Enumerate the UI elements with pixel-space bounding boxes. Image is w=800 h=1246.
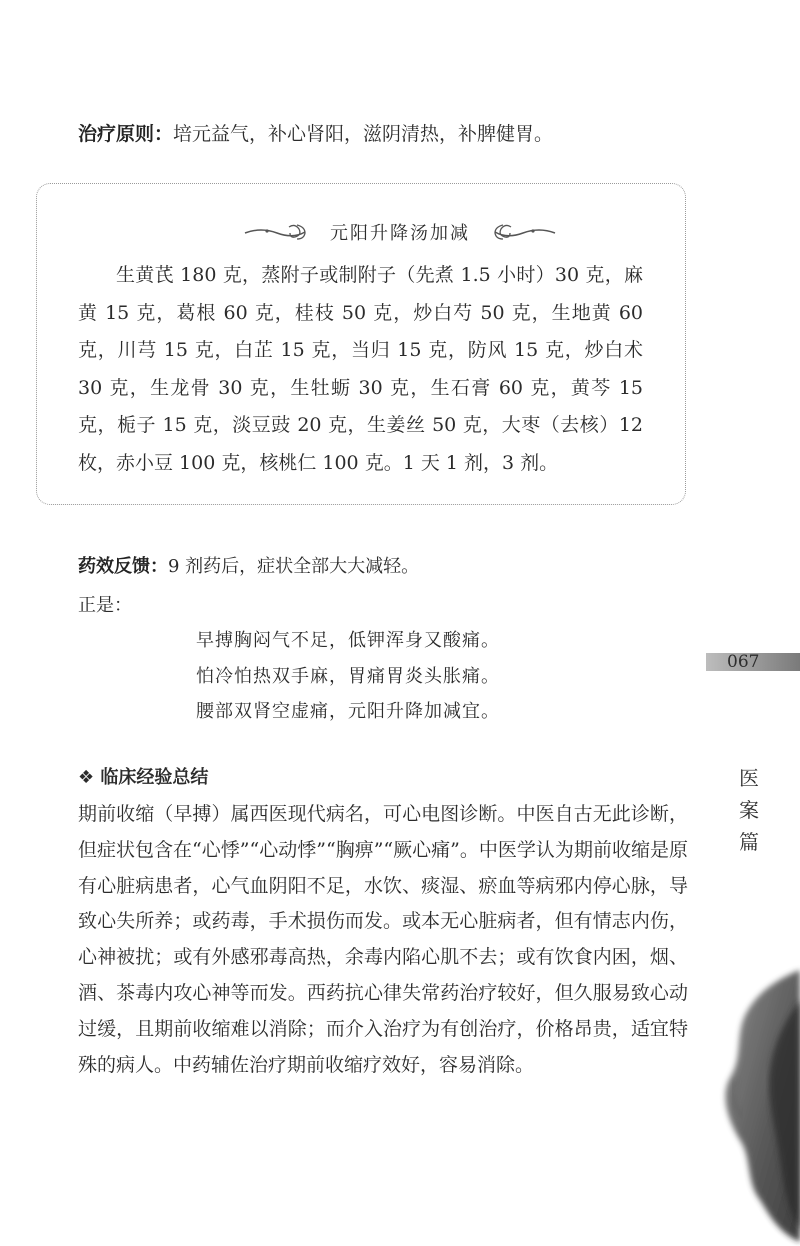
side-label-char: 篇 bbox=[739, 830, 759, 854]
recipe-body bbox=[78, 257, 643, 482]
feedback-text: 9 剂药后，症状全部大大减轻。 bbox=[168, 556, 420, 577]
feedback-label: 药效反馈： bbox=[78, 556, 168, 577]
summary-heading: 临床经验总结 bbox=[100, 767, 209, 788]
diamond-bullet-icon: ❖ bbox=[78, 767, 95, 788]
poem-line: 早搏胸闷气不足，低钾浑身又酸痛。 bbox=[196, 630, 500, 651]
ornament-left-icon bbox=[243, 221, 313, 243]
poem bbox=[196, 623, 500, 730]
ornament-right-icon bbox=[487, 221, 557, 243]
side-label-char: 医 bbox=[739, 766, 759, 790]
summary-body bbox=[78, 797, 688, 1083]
recipe-title: 元阳升降汤加减 bbox=[330, 223, 470, 244]
ink-wash-decoration bbox=[700, 960, 800, 1246]
poem-line: 怕冷怕热双手麻，胃痛胃炎头胀痛。 bbox=[196, 665, 500, 687]
zhengshi-text: 正是： bbox=[78, 595, 132, 616]
poem-line: 腰部双肾空虚痛，元阳升降加减宜。 bbox=[196, 701, 500, 722]
summary-heading-row bbox=[78, 764, 208, 792]
summary-paragraph: 期前收缩（早搏）属西医现代病名，可心电图诊断。中医自古无此诊断，但症状包含在“心悸”“心动悸”“胸痹”“厥心痛”。中医学认为期前收缩是原有心脏病患者，心气血阴阳不足，水饮、痰湿、瘀血等病邪内停心脉，导致心失所养；或药毒，手术损伤而发。或本无心脏病者，但有情志内伤，心神被扰；或有外感邪毒高热，余毒内陷心肌不去；或有饮食内困，烟、酒、茶毒内攻心神等而发。西药抗心律失常药治疗较好，但久服易致心动过缓，且期前收缩难以消除；而介入治疗为有创治疗，价格昂贵，适宜特殊的病人。中药辅佐治疗期前收缩疗效好，容易消除。 bbox=[78, 803, 688, 1076]
side-section-label bbox=[737, 762, 761, 858]
side-label-char: 案 bbox=[739, 798, 759, 822]
treatment-principle-label: 治疗原则： bbox=[78, 123, 174, 145]
recipe-ingredients: 生黄芪 180 克，蒸附子或制附子（先煮 1.5 小时）30 克，麻黄 15 克，葛根 60 克，桂枝 50 克，炒白芍 50 克，生地黄 60 克，川芎 15 克，白芷 15 克，当归 15 克，防风 15 克，炒白术 30 克，生龙骨 30 克，生牡蛎 30 克，生石膏 60 克，黄芩 15 克，栀子 15 克，淡豆豉 20 克，生姜丝 50 克，大枣（去核）12 枚，赤小豆 100 克，核桃仁 100 克。1 天 1 剂，3 剂。 bbox=[78, 264, 643, 474]
treatment-principle-text: 培元益气，补心肾阳，滋阴清热，补脾健胃。 bbox=[173, 123, 554, 145]
treatment-principle bbox=[78, 120, 553, 148]
recipe-title-row bbox=[0, 219, 800, 245]
page-number: 067 bbox=[727, 652, 760, 672]
feedback bbox=[78, 553, 419, 581]
